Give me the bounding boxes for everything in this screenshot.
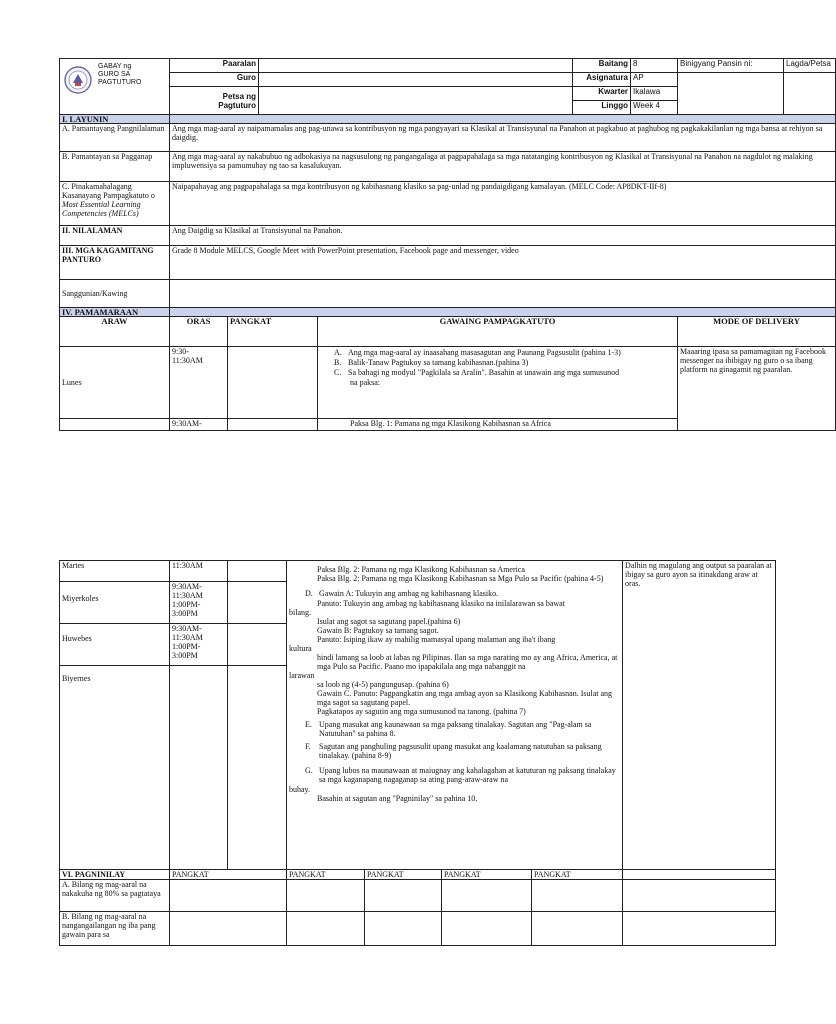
gawain-paksa-3: Paksa Blg. 2: Pamana ng mga Klasikong Kabihasnan sa Mga Pulo sa Pacific (pahina 4-5) — [317, 574, 604, 583]
gawain-item-d3: bilang. — [289, 608, 311, 617]
gawain-item-g: Upang lubos na maunawaan at maiugnay ang kahalagahan at katuturan ng paksang tinalakay sa mga kaganapang nagaganap sa ating pang-araw-araw na — [319, 766, 616, 784]
kwarter-value: Ikalawa — [631, 87, 678, 101]
gawain-item-d9: larawan — [289, 671, 315, 680]
day-martes: Martes — [60, 561, 169, 582]
header-title: GABAY ng GURO SA PAGTUTURO — [60, 59, 170, 115]
gawain-item-d4: Isulat ang sagot sa sagutang papel.(pahina 6) — [317, 617, 461, 626]
section-kagamitan: III. MGA KAGAMITANG PANTURO — [60, 246, 170, 280]
asignatura-value: AP — [631, 73, 678, 87]
binigyang-field[interactable] — [678, 73, 784, 115]
petsa-label: Petsa ng Pagtuturo — [170, 87, 259, 115]
gawain-item-e: Upang masukat ang kaunawaan sa mga paksang tinalakay. Sagutan ang "Pag-alam sa Natutuhan" sa pahina 8. — [319, 720, 592, 738]
guro-label: Guro — [170, 73, 259, 87]
day-miyerkoles: Miyerkoles — [60, 582, 169, 624]
gawain-page2: Paksa Blg. 2: Pamana ng mga Klasikong Kabihasnan sa America Paksa Blg. 2: Pamana ng mga Klasikong Kabihasnan sa Mga Pulo sa Pacific (pahina 4-5) D. Gawain A: Tukuyin ang ambag ng kabihasnang klasiko. Panuto: Tukuyin ang ambag ng kabihasnang klasiko na inilalarawan sa bawat bilang. Isulat ang sagot sa sagutang papel.(pahina 6) Gawain B: Pagtukoy sa tamang sagot. Panuto: Isiping ikaw ay mahilig mamasyal upang malaman ang iba't ibang kultura hindi lamang sa loob at labas ng Pilipinas. Ilan sa mga narating mo ay ang Africa, America, at mga Pulo sa Pacific. Paano mo ipapakilala ang mga nabanggit na larawan sa loob ng (4-5) pangungusap. (pahina 6) Gawain C. Panuto: Pagpangkatin ang mga ambag ayon sa Klasikong Kabihasnan. Isulat ang mga sagot sa sagutang papel. Pagkatapos ay sagutin ang mga sumusunod na tanong. (pahina 7) E. Upang masukat ang kaunawaan sa mga paksang tinalakay. Sagutan ang "Pag-alam sa Natutuhan" sa pahina 8. F. Sagutan ang panghuling pagsusulit upang masukat ang kaalamang natutuhan sa paksang tinalakay. (pahina 8-9) G. Upang lubos na maunawaan at maiugnay ang kahalagahan at katuturan ng paksang tinalakay sa mga kaganapang nagaganap sa ating pang-araw-araw na buhay. Basahin at sagutan ang "Pagninilay" sa pahina 10. — [287, 561, 623, 870]
pagninilay-pangkat-5: PANGKAT — [532, 870, 623, 880]
gawain-item-b: Balik-Tanaw Pagtukoy sa tamang kabihasnan.(pahina 3) — [348, 358, 529, 367]
gawain-item-d6: Panuto: Isiping ikaw ay mahilig mamasyal upang malaman ang iba't ibang — [317, 635, 556, 644]
gawain-lunes: A. Ang mga mag-aaral ay inaasahang masasagutan ang Paunang Pagsusulit (pahina 1-3) B. Balik-Tanaw Pagtukoy sa tamang kabihasnan.(pahina 3) C. Sa bahagi ng modyul "Pagkilala sa Aralin". Basahin at unawain ang mga sumusunod na paksa: — [318, 347, 678, 419]
gawain-item-c: Sa bahagi ng modyul "Pagkilala sa Aralin". Basahin at unawain ang mga sumusunod — [348, 368, 620, 377]
pamantayan-sa-pagganap-text: Ang mga mag-aaral ay nakabubuo ng adbokasiya na nagsusulong ng pangangalaga at pagpapahalaga sa mga natatanging kontribusyon ng Klasikal at Transisyunal na Panahon na nagdulot ng malaking impluwensiya sa pamumuhay ng tao sa kasalukuyan. — [170, 152, 836, 182]
col-pangkat: PANGKAT — [228, 317, 318, 347]
gawain-item-d: Gawain A: Tukuyin ang ambag ng kabihasnang klasiko. — [319, 589, 499, 598]
gawain-item-d7: kultura — [289, 644, 312, 653]
pamantayang-pangnilalaman-text: Ang mga mag-aaral ay naipamamalas ang pag-unawa sa kontribusyon ng mga pangyayari sa Klasikal at Transisyunal na Panahon at pagkabuo at paghubog ng pagkakakilanlan ng mga bansa at rehiyon sa daigdig. — [170, 124, 836, 152]
melc-label: C. Pinakamahalagang Kasanayang Pampagkatuto o Most Essential Learning Competencies (MELCs) — [60, 182, 170, 226]
lagda-label: Lagda/Petsa — [784, 59, 836, 73]
pamantayang-pangnilalaman-label: A. Pamantayang Pangnilalaman — [60, 124, 170, 152]
times-column — [170, 561, 228, 870]
pagninilay-pangkat-4: PANGKAT — [442, 870, 532, 880]
paaralan-field[interactable] — [259, 59, 573, 73]
mode-page2: Dalhin ng magulang ang output sa paaralan at ibigay sa guro ayon sa itinakdang araw at oras. — [623, 561, 776, 870]
pangkat-lunes — [228, 347, 318, 419]
gawain-item-d12: Pagkatapos ay sagutin ang mga sumusunod na tanong. (pahina 7) — [317, 707, 526, 716]
time-huwebes: 9:30AM- 11:30AM 1:00PM- 3:00PM — [170, 624, 227, 666]
paaralan-label: Paaralan — [170, 59, 259, 73]
gawain-item-f: Sagutan ang panghuling pagsusulit upang masukat ang kaalamang natutuhan sa paksang tinalakay. (pahina 8-9) — [319, 742, 602, 760]
gawain-item-g2: buhay. — [289, 785, 311, 794]
sanggunian-label: Sanggunian/Kawing — [60, 280, 170, 308]
pamantayan-sa-pagganap-label: B. Pamantayan sa Pagganap — [60, 152, 170, 182]
gawain-paksa-1: Paksa Blg. 1: Pamana ng mga Klasikong Kabihasnan sa Africa — [318, 419, 678, 431]
lesson-plan-table-page2 — [59, 560, 776, 946]
col-oras: ORAS — [170, 317, 228, 347]
days-column — [60, 561, 170, 870]
col-araw: ARAW — [60, 317, 170, 347]
section-nilalaman: II. NILALAMAN — [60, 226, 170, 246]
time-martes: 11:30AM — [170, 561, 227, 582]
gawain-item-c2: na paksa: — [350, 378, 381, 387]
petsa-field[interactable] — [259, 87, 573, 115]
asignatura-label: Asignatura — [573, 73, 631, 87]
sanggunian-field[interactable] — [170, 280, 836, 308]
col-mode: MODE OF DELIVERY — [678, 317, 836, 347]
col-gawain: GAWAING PAMPAGKATUTO — [318, 317, 678, 347]
baitang-value: 8 — [631, 59, 678, 73]
pagninilay-row-a: A. Bilang ng mag-aaral na nakakuha ng 80% sa pagtataya — [60, 880, 170, 912]
day-huwebes: Huwebes — [60, 624, 169, 666]
gawain-paksa-2: Paksa Blg. 2: Pamana ng mga Klasikong Kabihasnan sa America — [317, 565, 525, 574]
time-lunes: 9:30- 11:30AM — [170, 347, 228, 419]
lagda-field[interactable] — [784, 73, 836, 115]
time-miyerkoles: 9:30AM- 11:30AM 1:00PM- 3:00PM — [170, 582, 227, 624]
mode-lunes: Maaaring ipasa sa pamamagitan ng Facebook messenger na ibibigay ng guro o sa ibang platform na ginagamit ng paaralan. — [678, 347, 836, 431]
gawain-item-d8: hindi lamang sa loob at labas ng Pilipinas. Ilan sa mga narating mo ay ang Africa, America, at mga Pulo sa Pacific. Paano mo ipapakilala ang mga nabanggit na — [317, 653, 618, 671]
nilalaman-text: Ang Daigdig sa Klasikal at Transisyunal na Panahon. — [170, 226, 836, 246]
section-pagninilay: VI. PAGNINILAY — [60, 870, 170, 880]
pagninilay-row-b: B. Bilang ng mag-aaral na nangangailangan ng iba pang gawain para sa — [60, 912, 170, 946]
section-layunin: I. LAYUNIN — [60, 115, 170, 124]
baitang-label: Baitang — [573, 59, 631, 73]
linggo-label: Linggo — [573, 101, 631, 115]
melc-text: Naipapahayag ang pagpapahalaga sa mga kontribusyon ng kabihasnang klasiko sa pag-unlad ng pandaigdigang kamalayan. (MELC Code: AP8DKT-IIf-8) — [170, 182, 836, 226]
time-lunes-2: 9:30AM- — [170, 419, 228, 431]
gawain-item-d5: Gawain B: Pagtukoy sa tamang sagot. — [317, 626, 439, 635]
pagninilay-pangkat-3: PANGKAT — [365, 870, 442, 880]
binigyang-label: Binigyang Pansin ni: — [678, 59, 784, 73]
gawain-item-a: Ang mga mag-aaral ay inaasahang masasagutan ang Paunang Pagsusulit (pahina 1-3) — [348, 348, 621, 357]
guro-field[interactable] — [259, 73, 573, 87]
pagninilay-pangkat-2: PANGKAT — [287, 870, 365, 880]
gawain-item-d2: Panuto: Tukuyin ang ambag ng kabihasnang klasiko na inilalarawan sa bawat — [317, 599, 565, 608]
day-lunes: Lunes — [60, 347, 170, 419]
linggo-value: Week 4 — [631, 101, 678, 115]
gawain-item-d10: sa loob ng (4-5) pangungusap. (pahina 6) — [317, 680, 449, 689]
section-pamamaraan: IV. PAMAMARAAN — [60, 308, 170, 317]
lesson-plan-table-page1 — [59, 58, 836, 431]
gawain-item-g3: Basahin at sagutan ang "Pagninilay" sa pahina 10. — [317, 794, 478, 803]
gawain-item-d11: Gawain C. Panuto: Pagpangkatin ang mga ambag ayon sa Klasikong Kabihasnan. Isulat ang mga sagot sa sagutang papel. — [317, 689, 613, 707]
pagninilay-pangkat-1: PANGKAT — [170, 870, 287, 880]
day-biyernes: Biyernes — [62, 674, 91, 683]
kagamitan-text: Grade 8 Module MELCS, Google Meet with PowerPoint presentation, Facebook page and messenger, video — [170, 246, 836, 280]
kwarter-label: Kwarter — [573, 87, 631, 101]
pangkat-column — [228, 561, 287, 870]
